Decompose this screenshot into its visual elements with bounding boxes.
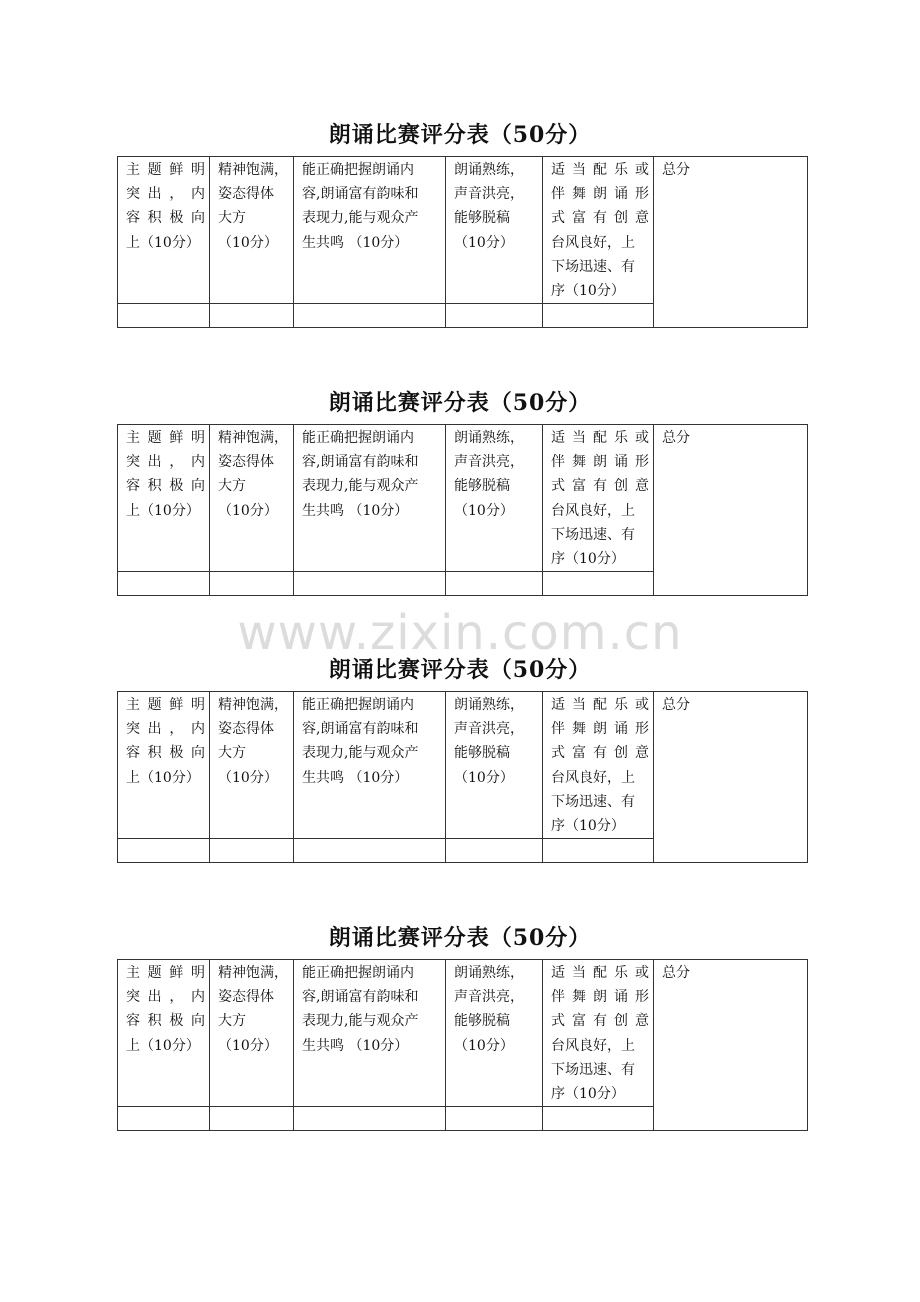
criterion-line: 能够脱稿 [454,745,510,762]
criterion-line: 主题鲜明 [126,965,205,981]
criterion-line: 朗诵熟练， [454,430,524,446]
sheet-title: 朗诵比赛评分表（50分） [328,925,592,951]
criteria-row [118,157,808,304]
criterion-line: 表现力,能与观众产 [302,745,419,762]
criterion-line: 精神饱满， [218,430,288,446]
criterion-cell [294,692,446,839]
criterion-line: 适当配乐或 [551,162,649,178]
score-entry-cell[interactable] [210,304,294,328]
criterion-line: 适当配乐或 [551,430,649,446]
criterion-line: 朗诵熟练， [454,162,524,178]
criterion-line: （10分） [454,502,514,519]
score-table [117,691,808,863]
criterion-line: 能正确把握朗诵内 [302,162,414,178]
sheet-title: 朗诵比赛评分表（50分） [328,390,592,416]
criterion-line: 适当配乐或 [551,697,649,713]
total-label: 总分 [662,162,690,178]
criterion-cell [118,425,210,572]
total-label: 总分 [662,697,690,713]
criterion-line: 式富有创意 [551,210,649,227]
criterion-line: 台风良好，上 [551,502,635,519]
criterion-line: 容,朗诵富有韵味和 [302,454,419,471]
criterion-cell [294,960,446,1107]
criterion-cell [446,157,543,304]
watermark: www.zixin.com.cn [237,605,683,661]
criterion-line: （10分） [218,1037,278,1054]
score-entry-cell[interactable] [543,572,654,596]
criterion-line: 突出，内 [126,989,205,1006]
criterion-line: 朗诵熟练， [454,697,524,713]
criterion-line: 下场迅速、有 [551,526,635,543]
criterion-line: 能正确把握朗诵内 [302,965,414,981]
score-entry-cell[interactable] [210,572,294,596]
score-entry-cell[interactable] [210,1107,294,1131]
score-entry-cell[interactable] [543,304,654,328]
criterion-line: 容积极向 [126,478,205,495]
criterion-line: 序（10分） [551,1086,625,1103]
criterion-line: 声音洪亮， [454,721,524,738]
criterion-line: 突出，内 [126,721,205,738]
criterion-line: 姿态得体 [218,721,274,738]
criterion-line: 姿态得体 [218,454,274,471]
criterion-line: 主题鲜明 [126,162,205,178]
score-entry-cell[interactable] [118,572,210,596]
criterion-line: 精神饱满， [218,965,288,981]
criterion-line: 生共鸣 （10分） [302,502,409,519]
criterion-line: 突出，内 [126,454,205,471]
criterion-line: 容,朗诵富有韵味和 [302,989,419,1006]
criterion-cell [446,425,543,572]
criterion-line: 能够脱稿 [454,210,510,227]
criterion-line: 上（10分） [126,769,200,786]
score-entry-cell[interactable] [210,839,294,863]
score-entry-cell[interactable] [118,304,210,328]
score-entry-cell[interactable] [446,839,543,863]
criterion-line: 能够脱稿 [454,1013,510,1030]
total-label: 总分 [662,965,690,981]
score-entry-cell[interactable] [446,304,543,328]
criterion-line: 上（10分） [126,502,200,519]
score-entry-cell[interactable] [118,839,210,863]
criteria-row [118,960,808,1107]
score-entry-cell[interactable] [446,572,543,596]
criterion-line: 式富有创意 [551,745,649,762]
criterion-line: 大方 [218,210,246,227]
criterion-line: 精神饱满， [218,162,288,178]
score-entry-cell[interactable] [543,839,654,863]
criterion-line: 容积极向 [126,745,205,762]
total-cell [654,157,808,328]
criterion-line: （10分） [218,769,278,786]
total-label: 总分 [662,430,690,446]
criterion-cell [543,157,654,304]
criterion-line: 伴舞朗诵形 [551,186,649,203]
criterion-line: 下场迅速、有 [551,1061,635,1078]
criterion-line: 容,朗诵富有韵味和 [302,186,419,203]
criterion-cell [294,425,446,572]
criterion-line: 表现力,能与观众产 [302,1013,419,1030]
criterion-line: 大方 [218,478,246,495]
criterion-line: 容积极向 [126,1013,205,1030]
criterion-line: 上（10分） [126,1037,200,1054]
criteria-row [118,425,808,572]
criterion-cell [118,692,210,839]
criterion-line: （10分） [454,234,514,251]
criterion-line: 主题鲜明 [126,430,205,446]
criterion-line: 表现力,能与观众产 [302,478,419,495]
criteria-row [118,692,808,839]
score-entry-cell[interactable] [446,1107,543,1131]
criterion-line: 精神饱满， [218,697,288,713]
criterion-cell [210,425,294,572]
criterion-line: 式富有创意 [551,478,649,495]
criterion-line: 大方 [218,1013,246,1030]
criterion-cell [294,157,446,304]
criterion-line: 朗诵熟练， [454,965,524,981]
criterion-cell [543,692,654,839]
criterion-line: （10分） [454,769,514,786]
criterion-line: 台风良好，上 [551,1037,635,1054]
criterion-line: 能正确把握朗诵内 [302,430,414,446]
criterion-line: 下场迅速、有 [551,793,635,810]
criterion-line: 生共鸣 （10分） [302,234,409,251]
criterion-line: 序（10分） [551,818,625,835]
criterion-line: 声音洪亮， [454,454,524,471]
score-entry-cell[interactable] [294,304,446,328]
criterion-cell [118,157,210,304]
criterion-line: 台风良好，上 [551,769,635,786]
score-table [117,156,808,328]
criterion-line: 声音洪亮， [454,989,524,1006]
criterion-line: 伴舞朗诵形 [551,989,649,1006]
score-table [117,959,808,1131]
criterion-line: （10分） [218,234,278,251]
criterion-line: 表现力,能与观众产 [302,210,419,227]
criterion-line: 主题鲜明 [126,697,205,713]
criterion-cell [543,960,654,1107]
criterion-line: 序（10分） [551,551,625,568]
criterion-cell [210,692,294,839]
criterion-line: 突出，内 [126,186,205,203]
criterion-cell [210,157,294,304]
score-entry-cell[interactable] [294,1107,446,1131]
score-entry-cell[interactable] [294,572,446,596]
criterion-line: 容,朗诵富有韵味和 [302,721,419,738]
criterion-line: 台风良好，上 [551,234,635,251]
score-entry-cell[interactable] [543,1107,654,1131]
criterion-line: 上（10分） [126,234,200,251]
criterion-cell [446,960,543,1107]
total-cell [654,425,808,596]
criterion-line: 式富有创意 [551,1013,649,1030]
total-cell [654,692,808,863]
criterion-line: 能正确把握朗诵内 [302,697,414,713]
criterion-line: 姿态得体 [218,989,274,1006]
criterion-line: 大方 [218,745,246,762]
criterion-line: 适当配乐或 [551,965,649,981]
criterion-cell [543,425,654,572]
criterion-cell [446,692,543,839]
sheet-title: 朗诵比赛评分表（50分） [328,657,592,683]
criterion-line: （10分） [218,502,278,519]
criterion-line: 生共鸣 （10分） [302,1037,409,1054]
criterion-cell [210,960,294,1107]
criterion-line: （10分） [454,1037,514,1054]
criterion-line: 下场迅速、有 [551,258,635,275]
criterion-line: 声音洪亮， [454,186,524,203]
criterion-line: 容积极向 [126,210,205,227]
score-table [117,424,808,596]
criterion-line: 能够脱稿 [454,478,510,495]
criterion-line: 姿态得体 [218,186,274,203]
sheet-title: 朗诵比赛评分表（50分） [328,122,592,148]
criterion-line: 伴舞朗诵形 [551,721,649,738]
criterion-cell [118,960,210,1107]
criterion-line: 序（10分） [551,283,625,300]
score-entry-cell[interactable] [294,839,446,863]
score-entry-cell[interactable] [118,1107,210,1131]
criterion-line: 生共鸣 （10分） [302,769,409,786]
criterion-line: 伴舞朗诵形 [551,454,649,471]
total-cell [654,960,808,1131]
